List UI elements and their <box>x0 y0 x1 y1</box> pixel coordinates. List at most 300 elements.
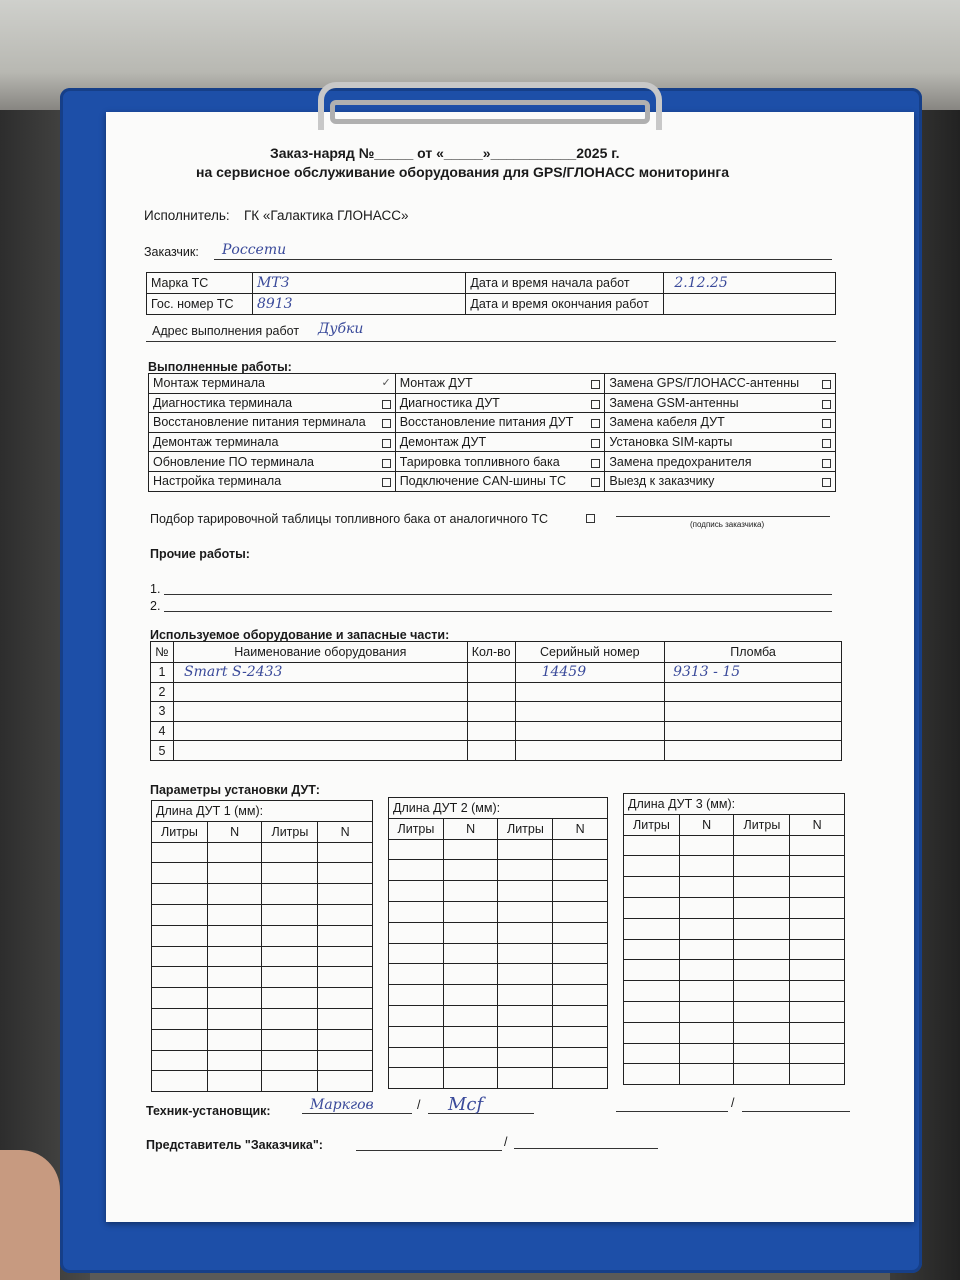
checkbox-icon[interactable] <box>591 400 600 409</box>
dut-cell[interactable] <box>389 860 444 881</box>
equipment-name-handwriting: Smart S-2433 <box>183 664 283 681</box>
dut-cell[interactable] <box>734 877 790 898</box>
dut-cell[interactable] <box>152 925 208 946</box>
row-number: 4 <box>151 721 174 741</box>
start-value[interactable] <box>664 273 836 294</box>
dut-cell[interactable] <box>318 1071 373 1092</box>
dut-cell[interactable] <box>262 946 318 967</box>
dut-cell[interactable] <box>443 922 498 943</box>
equipment-table <box>150 641 842 761</box>
checkbox-icon[interactable] <box>382 459 391 468</box>
dut-cell[interactable] <box>207 946 262 967</box>
table-row <box>152 967 373 988</box>
brand-value[interactable] <box>252 273 465 294</box>
table-row <box>624 877 845 898</box>
work-item[interactable]: Восстановление питания терминала <box>149 413 396 433</box>
dut-cell[interactable] <box>498 922 553 943</box>
dut-cell[interactable] <box>152 1050 208 1071</box>
work-item[interactable]: Установка SIM-карты <box>605 432 836 452</box>
dut-cell[interactable] <box>624 981 680 1002</box>
work-item[interactable]: Подключение CAN-шины ТС <box>395 471 605 491</box>
customer-line <box>214 259 832 260</box>
dut2-table <box>388 797 608 1089</box>
dut-cell[interactable] <box>318 967 373 988</box>
dut-cell[interactable] <box>443 1047 498 1068</box>
dut-cell[interactable] <box>498 1005 553 1026</box>
dut-cell[interactable] <box>679 897 734 918</box>
table-row <box>624 981 845 1002</box>
row-number: 1 <box>151 663 174 683</box>
equipment-col-header: Кол-во <box>467 642 515 663</box>
plate-label: Гос. номер ТС <box>147 294 253 315</box>
dut-cell[interactable] <box>679 918 734 939</box>
other-work-line[interactable] <box>164 594 832 595</box>
table-row <box>152 863 373 884</box>
table-row <box>624 1043 845 1064</box>
table-row <box>389 1005 608 1026</box>
dut-cell[interactable] <box>679 856 734 877</box>
equipment-name[interactable] <box>173 663 467 683</box>
table-row <box>152 925 373 946</box>
dut-cell[interactable] <box>389 922 444 943</box>
other-item-number: 2. <box>150 599 161 613</box>
dut1-table <box>151 800 373 1092</box>
dut-cell[interactable] <box>207 884 262 905</box>
work-item[interactable]: Монтаж терминала ✓ <box>149 374 396 394</box>
dut-cell[interactable] <box>734 939 790 960</box>
dut-cell[interactable] <box>498 964 553 985</box>
dut-cell[interactable] <box>553 860 608 881</box>
dut-cell[interactable] <box>318 1008 373 1029</box>
dut-cell[interactable] <box>207 1071 262 1092</box>
checkbox-icon[interactable] <box>822 419 831 428</box>
dut-cell[interactable] <box>262 1050 318 1071</box>
dut-cell[interactable] <box>679 835 734 856</box>
checkbox-icon[interactable] <box>591 380 600 389</box>
dut-cell[interactable] <box>389 1005 444 1026</box>
clipboard-clip-base <box>330 100 650 124</box>
equipment-name[interactable] <box>173 702 467 722</box>
table-row <box>389 1047 608 1068</box>
dut-cell[interactable] <box>679 1064 734 1085</box>
brand-handwriting: МТЗ <box>256 275 290 291</box>
dut-cell[interactable] <box>207 904 262 925</box>
equipment-serial[interactable] <box>515 702 665 722</box>
dut-cell[interactable] <box>207 1008 262 1029</box>
technician-name-line <box>302 1113 412 1114</box>
dut2-title: Длина ДУТ 2 (мм): <box>389 798 608 819</box>
dut-cell[interactable] <box>318 988 373 1009</box>
row-number: 3 <box>151 702 174 722</box>
table-row <box>389 922 608 943</box>
equipment-col-header: № <box>151 642 174 663</box>
address-line <box>146 341 836 342</box>
end-value[interactable] <box>664 294 836 315</box>
equipment-col-header: Пломба <box>665 642 842 663</box>
equipment-qty[interactable] <box>467 682 515 702</box>
dut3-table <box>623 793 845 1085</box>
table-row <box>152 884 373 905</box>
works-heading: Выполненные работы: <box>148 360 292 374</box>
dut-cell[interactable] <box>498 860 553 881</box>
dut-cell[interactable] <box>553 1005 608 1026</box>
dut-cell[interactable] <box>262 1008 318 1029</box>
dut-cell[interactable] <box>498 901 553 922</box>
dut3-title: Длина ДУТ 3 (мм): <box>624 794 845 815</box>
dut-cell[interactable] <box>734 960 790 981</box>
table-row <box>624 939 845 960</box>
dut-cell[interactable] <box>318 904 373 925</box>
dut-cell[interactable] <box>207 842 262 863</box>
table-row <box>624 1064 845 1085</box>
other-item-number: 1. <box>150 582 161 596</box>
dut-cell[interactable] <box>679 1043 734 1064</box>
equipment-seal-handwriting: 9313 - 15 <box>673 664 741 681</box>
dut-cell[interactable] <box>734 835 790 856</box>
dut-cell[interactable] <box>443 1005 498 1026</box>
dut-cell[interactable] <box>624 960 680 981</box>
checkbox-icon[interactable] <box>822 478 831 487</box>
plate-handwriting: 8913 <box>256 296 293 312</box>
equipment-qty[interactable] <box>467 702 515 722</box>
dut-cell[interactable] <box>152 988 208 1009</box>
dut-cell[interactable] <box>152 904 208 925</box>
dut-cell[interactable] <box>624 877 680 898</box>
dut-cell[interactable] <box>152 1029 208 1050</box>
dut-cell[interactable] <box>734 918 790 939</box>
dut-cell[interactable] <box>624 939 680 960</box>
dut-cell[interactable] <box>389 985 444 1006</box>
dut-cell[interactable] <box>389 839 444 860</box>
dut-cell[interactable] <box>734 981 790 1002</box>
dut-cell[interactable] <box>624 1001 680 1022</box>
equipment-name[interactable] <box>173 682 467 702</box>
dut-cell[interactable] <box>207 1029 262 1050</box>
work-item[interactable]: Замена GSM-антенны <box>605 393 836 413</box>
dut-cell[interactable] <box>734 1022 790 1043</box>
dut-cell[interactable] <box>318 925 373 946</box>
work-item[interactable]: Замена предохранителя <box>605 452 836 472</box>
table-row <box>389 943 608 964</box>
row-number: 5 <box>151 741 174 761</box>
work-item[interactable]: Замена GPS/ГЛОНАСС-антенны <box>605 374 836 394</box>
dut-cell[interactable] <box>498 1047 553 1068</box>
table-row <box>389 1068 608 1089</box>
dut-cell[interactable] <box>318 1029 373 1050</box>
work-item[interactable]: Диагностика ДУТ <box>395 393 605 413</box>
doc-title: Заказ-наряд №_____ от «_____»___________2025 г. <box>270 145 620 161</box>
work-item[interactable]: Настройка терминала <box>149 471 396 491</box>
brand-label: Марка ТС <box>147 273 253 294</box>
executor-label: Исполнитель: <box>144 208 230 223</box>
dut-cell[interactable] <box>262 925 318 946</box>
dut-cell[interactable] <box>790 835 845 856</box>
checkbox-icon[interactable] <box>591 439 600 448</box>
dut-cell[interactable] <box>152 967 208 988</box>
dut-cell[interactable] <box>207 967 262 988</box>
dut-cell[interactable] <box>679 981 734 1002</box>
dut-cell[interactable] <box>790 1064 845 1085</box>
dut-cell[interactable] <box>790 981 845 1002</box>
plate-value[interactable] <box>252 294 465 315</box>
dut-cell[interactable] <box>624 1022 680 1043</box>
dut-cell[interactable] <box>790 856 845 877</box>
dut-cell[interactable] <box>790 877 845 898</box>
table-row <box>389 901 608 922</box>
table-row <box>152 842 373 863</box>
checkbox-icon[interactable] <box>591 419 600 428</box>
dut-cell[interactable] <box>207 925 262 946</box>
dut1-title: Длина ДУТ 1 (мм): <box>152 801 373 822</box>
equipment-col-header: Наименование оборудования <box>173 642 467 663</box>
dut-cell[interactable] <box>498 1068 553 1089</box>
dut-cell[interactable] <box>443 839 498 860</box>
table-row <box>624 1022 845 1043</box>
row-number: 2 <box>151 682 174 702</box>
rep-sign-line[interactable] <box>356 1150 502 1151</box>
table-row <box>389 881 608 902</box>
hand <box>0 1150 60 1280</box>
dut-cell[interactable] <box>734 1001 790 1022</box>
work-item[interactable]: Обновление ПО терминала <box>149 452 396 472</box>
dut-cell[interactable] <box>262 904 318 925</box>
equipment-seal[interactable] <box>665 702 842 722</box>
dut-cell[interactable] <box>152 884 208 905</box>
technician-label: Техник-установщик: <box>146 1104 271 1118</box>
table-row <box>152 946 373 967</box>
dut-cell[interactable] <box>624 918 680 939</box>
other-work-line[interactable] <box>164 611 832 612</box>
dut-cell[interactable] <box>624 835 680 856</box>
checkbox-icon[interactable] <box>822 459 831 468</box>
equipment-serial[interactable] <box>515 741 665 761</box>
dut-cell[interactable] <box>152 1071 208 1092</box>
dut-cell[interactable] <box>389 943 444 964</box>
checkbox-icon[interactable] <box>382 400 391 409</box>
dut-cell[interactable] <box>734 897 790 918</box>
dut-cell[interactable] <box>318 884 373 905</box>
work-item[interactable]: Замена кабеля ДУТ <box>605 413 836 433</box>
dut-cell[interactable] <box>262 1029 318 1050</box>
dut-cell[interactable] <box>152 946 208 967</box>
dut-cell[interactable] <box>262 967 318 988</box>
dut-cell[interactable] <box>790 960 845 981</box>
technician-name[interactable]: Маркгов <box>310 1097 374 1113</box>
dut-cell[interactable] <box>443 1068 498 1089</box>
dut-cell[interactable] <box>734 1064 790 1085</box>
dut-cell[interactable] <box>318 863 373 884</box>
dut-cell[interactable] <box>679 960 734 981</box>
checkbox-icon[interactable] <box>822 439 831 448</box>
equipment-serial-handwriting: 14459 <box>541 664 587 681</box>
table-row <box>151 721 842 741</box>
table-row <box>389 964 608 985</box>
dut-cell[interactable] <box>553 943 608 964</box>
dut-cell[interactable] <box>389 1026 444 1047</box>
table-row <box>151 682 842 702</box>
work-item[interactable]: Выезд к заказчику <box>605 471 836 491</box>
dut-cell[interactable] <box>498 943 553 964</box>
dut-cell[interactable] <box>553 922 608 943</box>
equipment-seal[interactable] <box>665 682 842 702</box>
dut-cell[interactable] <box>553 901 608 922</box>
dut-cell[interactable] <box>498 985 553 1006</box>
vehicle-table <box>146 272 836 315</box>
dut-cell[interactable] <box>790 1022 845 1043</box>
equipment-seal[interactable] <box>665 663 842 683</box>
equipment-serial[interactable] <box>515 721 665 741</box>
table-row <box>389 985 608 1006</box>
dut-cell[interactable] <box>318 1050 373 1071</box>
col-n: N <box>443 818 498 839</box>
dut-cell[interactable] <box>553 964 608 985</box>
dut-cell[interactable] <box>318 842 373 863</box>
dut-cell[interactable] <box>262 1071 318 1092</box>
equipment-seal[interactable] <box>665 741 842 761</box>
dut-cell[interactable] <box>553 985 608 1006</box>
equipment-col-header: Серийный номер <box>515 642 665 663</box>
customer-signature-line[interactable] <box>616 516 830 517</box>
dut-cell[interactable] <box>262 884 318 905</box>
dut-cell[interactable] <box>262 988 318 1009</box>
dut-cell[interactable] <box>624 1064 680 1085</box>
dut-cell[interactable] <box>152 842 208 863</box>
executor-value: ГК «Галактика ГЛОНАСС» <box>244 208 409 223</box>
dut-cell[interactable] <box>262 863 318 884</box>
equipment-seal[interactable] <box>665 721 842 741</box>
other-works-heading: Прочие работы: <box>150 547 250 561</box>
dut-cell[interactable] <box>679 939 734 960</box>
equipment-qty[interactable] <box>467 721 515 741</box>
dut-cell[interactable] <box>443 943 498 964</box>
dut-cell[interactable] <box>498 881 553 902</box>
dut-cell[interactable] <box>679 877 734 898</box>
dut-cell[interactable] <box>207 1050 262 1071</box>
dut-cell[interactable] <box>790 1043 845 1064</box>
address-label: Адрес выполнения работ <box>152 324 300 338</box>
col-liters: Литры <box>624 814 680 835</box>
equipment-serial[interactable] <box>515 682 665 702</box>
dut-cell[interactable] <box>207 863 262 884</box>
equipment-qty[interactable] <box>467 741 515 761</box>
equipment-qty[interactable] <box>467 663 515 683</box>
dut-cell[interactable] <box>389 881 444 902</box>
checkbox-icon[interactable] <box>822 400 831 409</box>
col-n: N <box>318 821 373 842</box>
table-row <box>151 741 842 761</box>
dut-cell[interactable] <box>553 881 608 902</box>
work-item[interactable]: Восстановление питания ДУТ <box>395 413 605 433</box>
checkbox-icon[interactable] <box>382 439 391 448</box>
col-liters: Литры <box>734 814 790 835</box>
work-item[interactable]: Демонтаж терминала <box>149 432 396 452</box>
col-liters: Литры <box>389 818 444 839</box>
dut-cell[interactable] <box>790 918 845 939</box>
dut-cell[interactable] <box>498 1026 553 1047</box>
work-item[interactable]: Демонтаж ДУТ <box>395 432 605 452</box>
dut-cell[interactable] <box>443 964 498 985</box>
dut-cell[interactable] <box>679 1022 734 1043</box>
checkbox-icon[interactable] <box>591 478 600 487</box>
dut-cell[interactable] <box>790 939 845 960</box>
dut-cell[interactable] <box>443 1026 498 1047</box>
dut-cell[interactable] <box>553 1047 608 1068</box>
dut-cell[interactable] <box>553 839 608 860</box>
technician-signature[interactable]: Мсf <box>448 1094 484 1115</box>
start-handwriting: 2.12.25 <box>674 275 728 291</box>
table-row <box>624 1001 845 1022</box>
dut-cell[interactable] <box>262 842 318 863</box>
dut-cell[interactable] <box>207 988 262 1009</box>
dut-cell[interactable] <box>790 1001 845 1022</box>
dut-cell[interactable] <box>624 897 680 918</box>
work-item[interactable]: Тарировка топливного бака <box>395 452 605 472</box>
dut-cell[interactable] <box>443 881 498 902</box>
dut-cell[interactable] <box>152 1008 208 1029</box>
dut-cell[interactable] <box>553 1068 608 1089</box>
dut-cell[interactable] <box>734 1043 790 1064</box>
table-row <box>151 702 842 722</box>
separator: / <box>731 1096 735 1110</box>
dut-cell[interactable] <box>790 897 845 918</box>
dut-cell[interactable] <box>553 1026 608 1047</box>
customer-value[interactable]: Россети <box>222 242 287 258</box>
customer-label: Заказчик: <box>144 245 199 259</box>
dut-cell[interactable] <box>152 863 208 884</box>
equipment-serial[interactable] <box>515 663 665 683</box>
dut-cell[interactable] <box>498 839 553 860</box>
dut-cell[interactable] <box>624 1043 680 1064</box>
col-n: N <box>553 818 608 839</box>
table-row <box>151 663 842 683</box>
address-value[interactable]: Дубки <box>318 321 364 337</box>
separator: / <box>504 1135 508 1149</box>
rep-sign-line[interactable] <box>514 1148 658 1149</box>
sign-line[interactable] <box>742 1111 850 1112</box>
col-liters: Литры <box>152 821 208 842</box>
col-liters: Литры <box>498 818 553 839</box>
dut-cell[interactable] <box>389 1047 444 1068</box>
dut-cell[interactable] <box>679 1001 734 1022</box>
customer-rep-label: Представитель "Заказчика": <box>146 1138 323 1152</box>
dut-cell[interactable] <box>734 856 790 877</box>
dut-cell[interactable] <box>389 964 444 985</box>
equipment-name[interactable] <box>173 721 467 741</box>
checkbox-icon[interactable] <box>382 478 391 487</box>
checkbox-icon[interactable] <box>382 419 391 428</box>
checkbox-icon[interactable] <box>586 514 595 523</box>
dut-cell[interactable] <box>443 860 498 881</box>
table-row <box>624 835 845 856</box>
col-n: N <box>207 821 262 842</box>
calibration-label: Подбор тарировочной таблицы топливного бака от аналогичного ТС <box>150 512 549 526</box>
work-item[interactable]: Диагностика терминала <box>149 393 396 413</box>
end-label: Дата и время окончания работ <box>466 294 664 315</box>
dut-cell[interactable] <box>389 901 444 922</box>
checkbox-icon[interactable] <box>822 380 831 389</box>
dut-cell[interactable] <box>389 1068 444 1089</box>
equipment-name[interactable] <box>173 741 467 761</box>
dut-cell[interactable] <box>443 985 498 1006</box>
dut-cell[interactable] <box>443 901 498 922</box>
dut-cell[interactable] <box>318 946 373 967</box>
work-item[interactable]: Монтаж ДУТ <box>395 374 605 394</box>
checkbox-checked-icon[interactable]: ✓ <box>381 377 391 390</box>
checkbox-icon[interactable] <box>591 459 600 468</box>
dut-cell[interactable] <box>624 856 680 877</box>
table-row <box>389 860 608 881</box>
sign-line[interactable] <box>616 1111 728 1112</box>
